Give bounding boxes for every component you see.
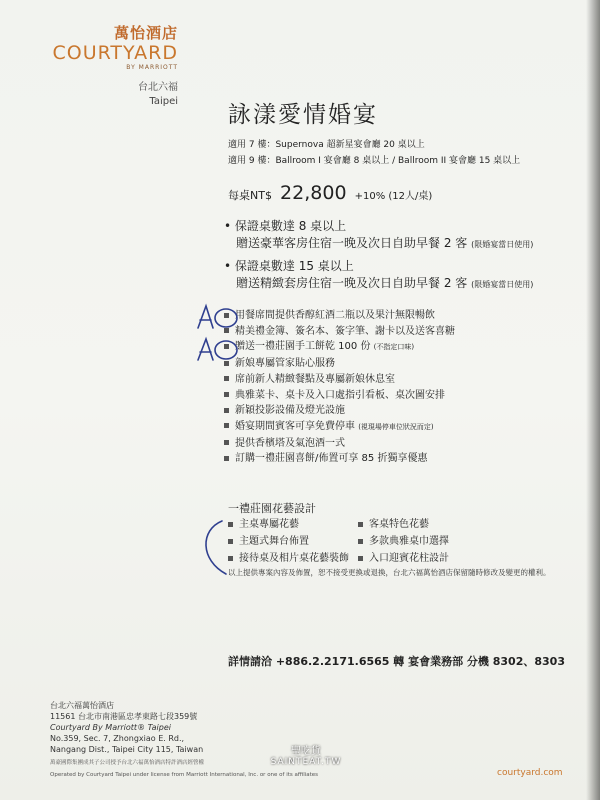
footer-name-en: Courtyard By Marriott® Taipei bbox=[50, 723, 171, 732]
floral-text: 主題式舞台佈置 bbox=[239, 536, 309, 547]
footer-name: 台北六福萬怡酒店 bbox=[50, 701, 114, 710]
guarantee-benefit-text: 贈送豪華客房住宿一晚及次日自助早餐 2 客 bbox=[236, 236, 468, 250]
list-item bbox=[224, 372, 455, 388]
guarantee-benefit-text: 贈送精緻套房住宿一晚及次日自助早餐 2 客 bbox=[236, 276, 468, 290]
operator-note-en: Operated by Courtyard Taipei under license from Marriott International, Inc. or one of its affiliates bbox=[50, 772, 319, 778]
perk-text: 席前新人精緻餐點及專屬新娘休息室 bbox=[235, 373, 395, 385]
list-item bbox=[224, 436, 455, 452]
hotel-address bbox=[50, 700, 318, 781]
disclaimer: 以上提供專案內容及佈置，恕不接受更換或退換，台北六福萬怡酒店保留隨時修改及變更的權利。 bbox=[228, 568, 551, 577]
bullet-icon bbox=[224, 376, 229, 381]
guarantee-note: (限婚宴當日使用) bbox=[471, 240, 534, 249]
perk-text: 典雅菜卡、桌卡及入口處指引看板、桌次圖安排 bbox=[235, 389, 445, 401]
ink-bracket bbox=[206, 521, 226, 574]
list-item bbox=[224, 388, 455, 404]
guarantee-condition: • 保證桌數達 8 桌以上 bbox=[224, 219, 347, 233]
floral-text: 入口迎賓花柱設計 bbox=[369, 553, 449, 564]
perk-text: 精美禮金簿、簽名本、簽字筆、謝卡以及送客喜糖 bbox=[235, 325, 455, 337]
list-item bbox=[224, 356, 455, 372]
bullet-icon bbox=[358, 539, 363, 544]
perk-text: 贈送一禮莊園手工餅乾 100 份 bbox=[235, 341, 371, 353]
perk-text: 婚宴期間賓客可享免費停車 bbox=[235, 420, 355, 432]
courtyard-logo bbox=[48, 22, 178, 71]
operator-note-cn: 萬豪國際集團成其子公司授予台北六福萬怡酒店特許酒店經營權 bbox=[50, 760, 205, 766]
bullet-icon bbox=[228, 522, 233, 527]
watermark-cn: 聖吃貨 bbox=[291, 746, 321, 757]
guarantee-15-tables bbox=[224, 258, 584, 293]
list-item bbox=[358, 534, 508, 550]
guarantee-benefit bbox=[224, 235, 584, 253]
perk-text: 新娘專屬管家貼心服務 bbox=[235, 358, 335, 370]
page-title: 詠漾愛情婚宴 bbox=[228, 102, 378, 128]
ink-mark-a1 bbox=[198, 306, 213, 328]
website-link: courtyard.com bbox=[497, 768, 563, 778]
page-edge-shadow bbox=[586, 0, 600, 800]
price-prefix: 每桌NT$ bbox=[228, 189, 272, 202]
floral-text: 客桌特色花藝 bbox=[369, 519, 429, 530]
floral-text: 多款典雅桌巾選擇 bbox=[369, 536, 449, 547]
perk-text: 提供香檳塔及氣泡酒一式 bbox=[235, 437, 345, 449]
footer-address-en: No.359, Sec. 7, Zhongxiao E. Rd., bbox=[50, 734, 185, 743]
logo-brand: COURTYARD bbox=[52, 42, 178, 64]
bullet-icon bbox=[224, 392, 229, 397]
floral-heading: 一禮莊園花藝設計 bbox=[228, 502, 316, 515]
list-item bbox=[224, 451, 455, 467]
list-item bbox=[224, 308, 455, 324]
contact-info: 詳情請洽 +886.2.2171.6565 轉 宴會業務部 分機 8302、8303 bbox=[228, 655, 565, 668]
watermark bbox=[266, 742, 346, 767]
footer-address-en: Nangang Dist., Taipei City 115, Taiwan bbox=[50, 745, 204, 754]
footer-address-cn: 11561 台北市南港區忠孝東路七段359號 bbox=[50, 712, 198, 721]
bullet-icon bbox=[228, 539, 233, 544]
bullet-icon bbox=[358, 522, 363, 527]
bullet-icon bbox=[228, 556, 233, 561]
list-item bbox=[224, 403, 455, 419]
list-item bbox=[224, 419, 455, 436]
list-item bbox=[224, 339, 455, 356]
price-suffix: +10% (12人/桌) bbox=[354, 191, 433, 202]
price-amount: 22,800 bbox=[280, 182, 347, 204]
perk-note: (視現場停車位狀況而定) bbox=[358, 422, 434, 431]
list-item bbox=[228, 551, 358, 567]
bullet-icon bbox=[224, 344, 229, 349]
venue-line: 適用 9 樓：Ballroom I 宴會廳 8 桌以上 / Ballroom II 宴會廳 15 桌以上 bbox=[228, 156, 521, 166]
guarantee-8-tables bbox=[224, 218, 584, 253]
logo-chinese: 萬怡酒店 bbox=[113, 24, 178, 42]
bullet-icon bbox=[224, 313, 229, 318]
ink-mark-a2 bbox=[198, 339, 213, 360]
perk-text: 用餐席間提供香醇紅酒二瓶以及果汁無限暢飲 bbox=[235, 310, 435, 321]
list-item bbox=[358, 551, 508, 567]
list-item bbox=[228, 534, 358, 550]
floral-list bbox=[228, 517, 508, 567]
floral-text: 接待桌及相片桌花藝裝飾 bbox=[239, 553, 349, 564]
guarantee-benefit bbox=[224, 275, 584, 293]
bullet-icon bbox=[224, 328, 229, 333]
watermark-en: SAINTEAT.TW bbox=[270, 757, 342, 767]
bullet-icon bbox=[224, 361, 229, 366]
list-item bbox=[224, 324, 455, 340]
venue-line: 適用 7 樓：Supernova 超新星宴會廳 20 桌以上 bbox=[228, 140, 425, 150]
perk-list bbox=[224, 308, 455, 467]
price-line bbox=[228, 182, 432, 204]
bullet-icon bbox=[224, 408, 229, 413]
bullet-icon bbox=[224, 440, 229, 445]
venue-list bbox=[228, 137, 520, 169]
list-item bbox=[228, 517, 358, 533]
perk-note: (不指定口味) bbox=[373, 343, 415, 352]
location-english: Taipei bbox=[149, 96, 178, 107]
floral-text: 主桌專屬花藝 bbox=[239, 519, 299, 530]
bullet-icon bbox=[224, 423, 229, 428]
list-item bbox=[358, 517, 508, 533]
bullet-icon bbox=[358, 556, 363, 561]
perk-text: 新穎投影設備及燈光設施 bbox=[235, 405, 345, 417]
guarantee-note: (限婚宴當日使用) bbox=[471, 280, 534, 289]
perk-text: 訂購一禮莊園喜餅/佈置可享 85 折獨享優惠 bbox=[235, 453, 428, 465]
hotel-location bbox=[100, 81, 178, 109]
guarantee-condition: • 保證桌數達 15 桌以上 bbox=[224, 259, 354, 273]
bullet-icon bbox=[224, 456, 229, 461]
location-chinese: 台北六福 bbox=[138, 82, 178, 93]
logo-sub: BY MARRIOTT bbox=[126, 64, 178, 71]
